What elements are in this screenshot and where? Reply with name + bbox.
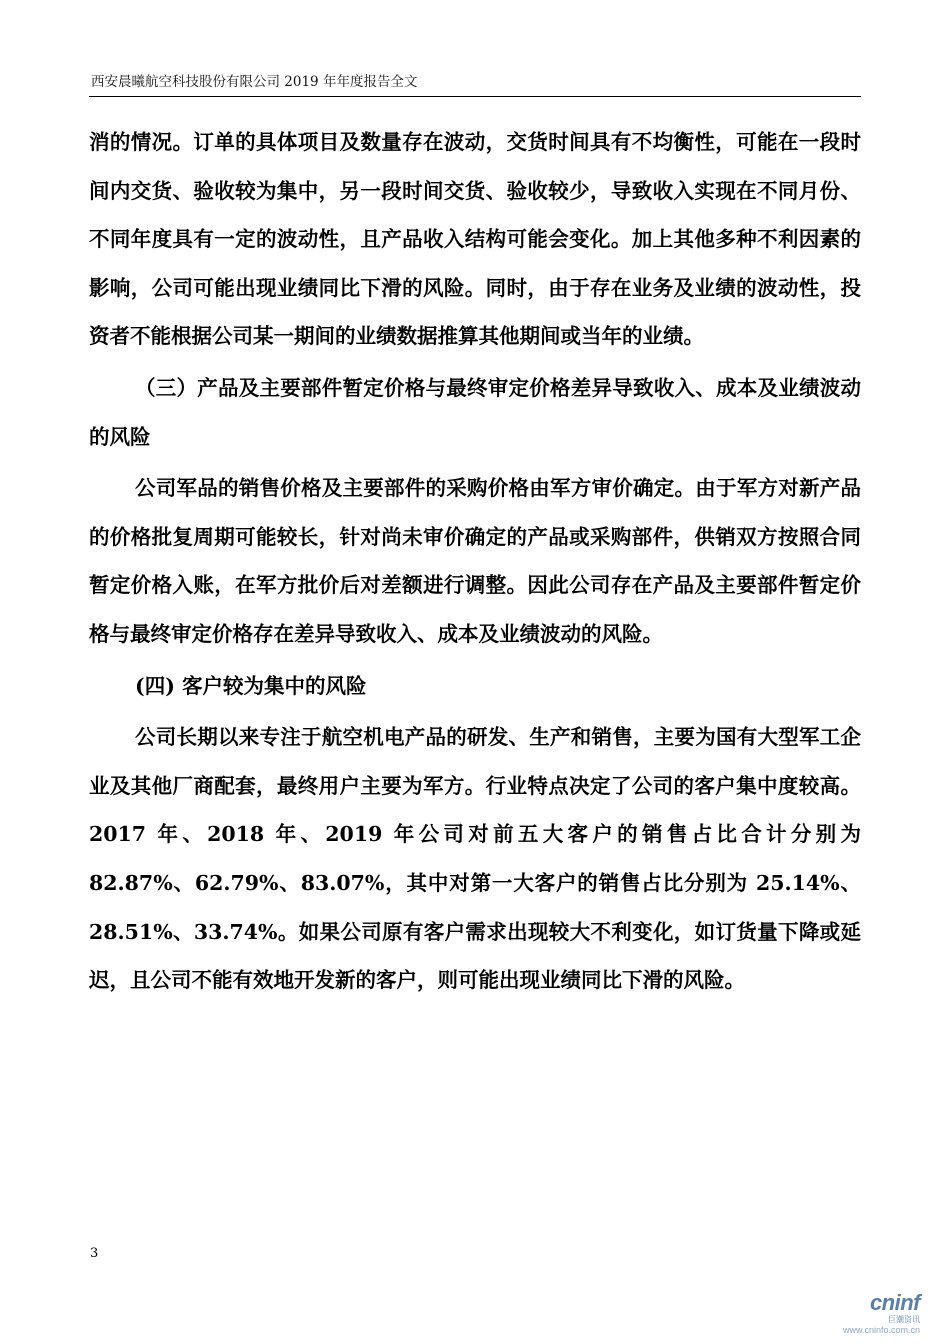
report-header-title: 西安晨曦航空科技股份有限公司 2019 年年度报告全文 (91, 74, 418, 90)
paragraph-provisional-pricing: 公司军品的销售价格及主要部件的采购价格由军方审价确定。由于军方对新产品的价格批复周期可能较长，针对尚未审价确定的产品或采购部件，供销双方按照合同暂定价格入账，在军方批价后对差额进行调整。因此公司存在产品及主要部件暂定价格与最终审定价格存在差异导致收入、成本及业绩波动的风险。 (89, 476, 861, 646)
logo-subtext: 巨潮资讯 (888, 1315, 920, 1324)
section-heading-3: （三）产品及主要部件暂定价格与最终审定价格差异导致收入、成本及业绩波动的风险 (89, 375, 861, 449)
section-heading-4: (四) 客户较为集中的风险 (135, 673, 367, 698)
cninfo-logo (790, 1290, 920, 1334)
header-divider (89, 96, 861, 97)
logo-url: www.cninfo.com.cn (842, 1325, 920, 1335)
document-body (89, 118, 861, 1005)
paragraph-revenue-volatility: 消的情况。订单的具体项目及数量存在波动，交货时间具有不均衡性，可能在一段时间内交货、验收较为集中，另一段时间交货、验收较少，导致收入实现在不同月份、不同年度具有一定的波动性，且产品收入结构可能会变化。加上其他多种不利因素的影响，公司可能出现业绩同比下滑的风险。同时，由于存在业务及业绩的波动性，投资者不能根据公司某一期间的业绩数据推算其他期间或当年的业绩。 (89, 130, 861, 349)
paragraph-customer-concentration: 公司长期以来专注于航空机电产品的研发、生产和销售，主要为国有大型军工企业及其他厂商配套，最终用户主要为军方。行业特点决定了公司的客户集中度较高。2017 年、2018 年、2019 年公司对前五大客户的销售占比合计分别为 82.87%、62.79%、83.07%，其中对第一大客户的销售占比分别为 25.14%、28.51%、33.74%。如果公司原有客户需求出现较大不利变化，如订货量下降或延迟，且公司不能有效地开发新的客户，则可能出现业绩同比下滑的风险。 (89, 725, 861, 993)
page-number: 3 (90, 1246, 99, 1261)
logo-mark: cninf (869, 1290, 920, 1315)
